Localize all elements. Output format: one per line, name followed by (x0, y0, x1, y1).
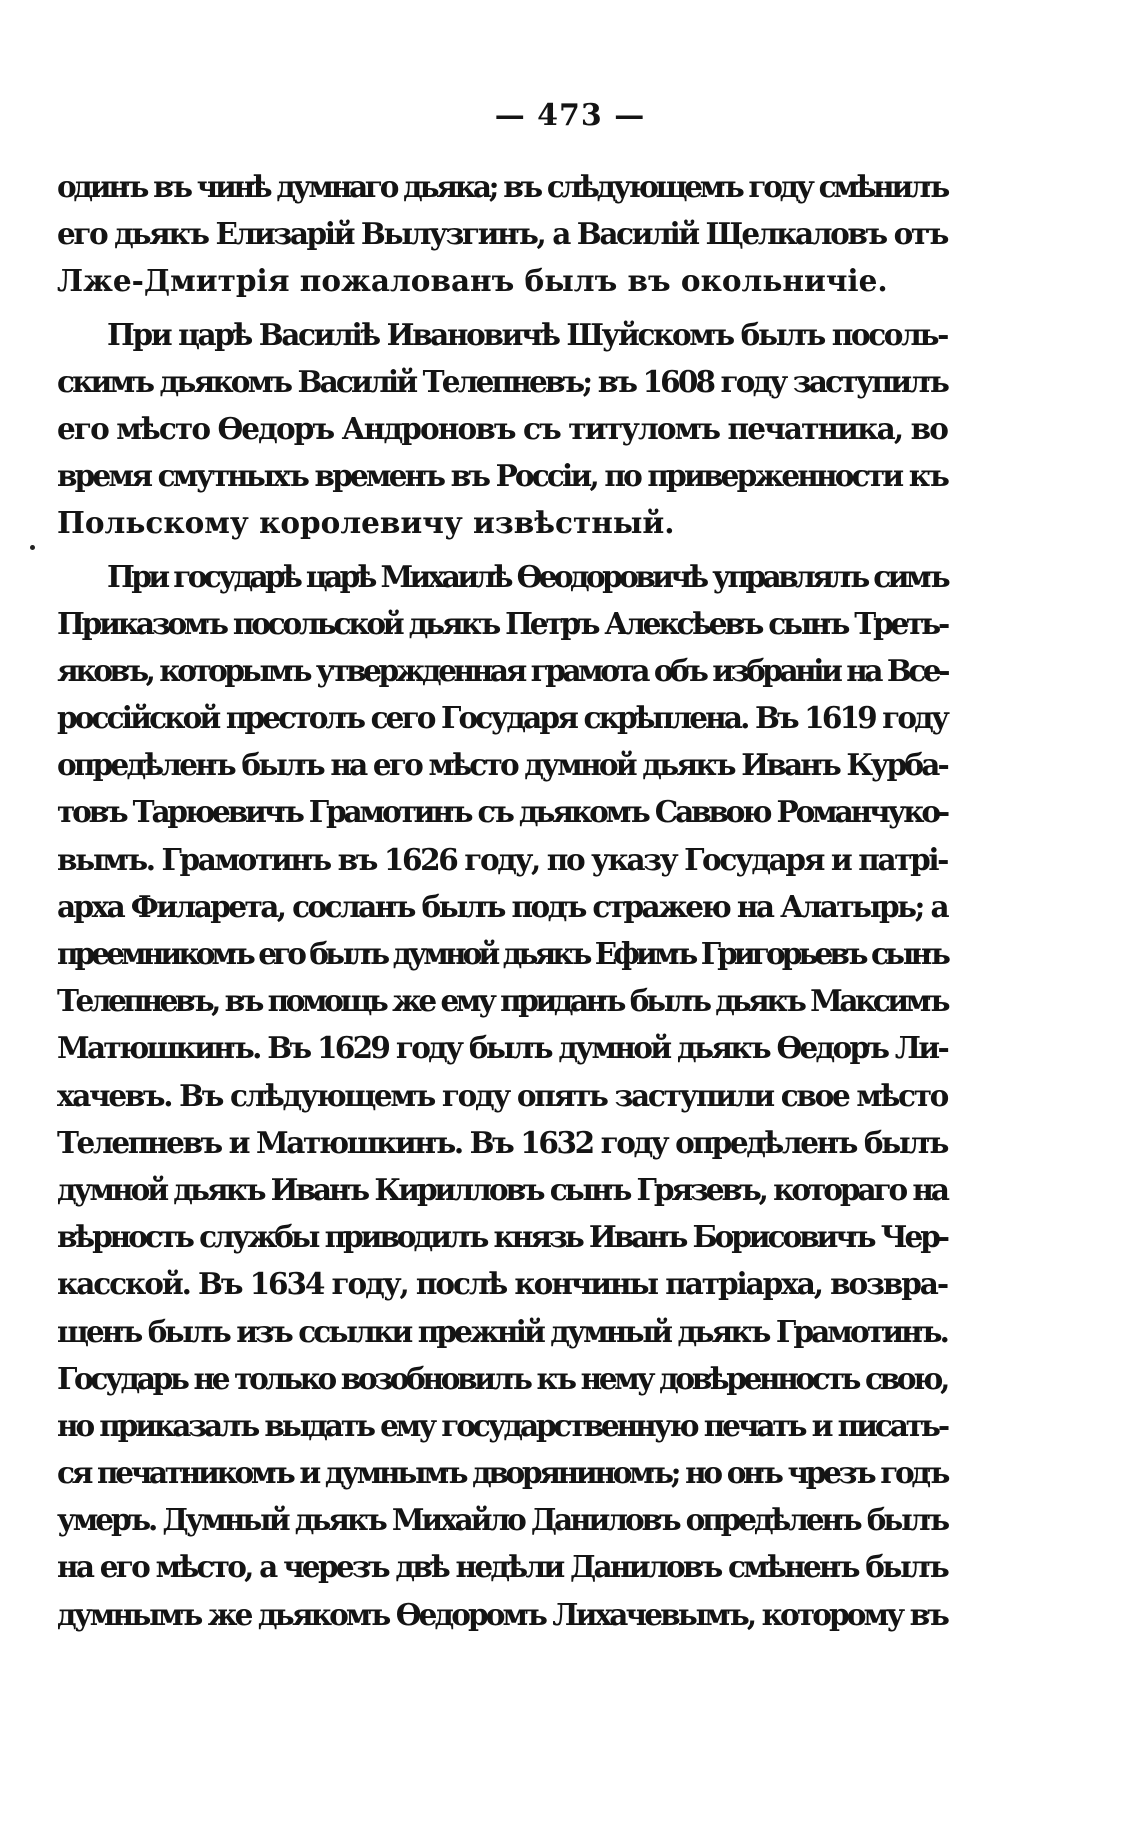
text-line: хачевъ. Въ слѣдующемъ году опять заступили свое мѣсто (57, 1077, 947, 1113)
paragraph (57, 311, 947, 547)
paragraph (57, 163, 947, 305)
text-line: его дьякъ Елизарій Вылузгинъ, а Василій Щелкаловъ отъ (57, 216, 947, 252)
text-line: Телепневъ и Матюшкинъ. Въ 1632 году опредѣленъ былъ (57, 1124, 947, 1160)
text-line: одинъ въ чинѣ думнаго дьяка; въ слѣдующемъ году смѣнилъ (57, 169, 947, 204)
paragraph (57, 553, 947, 1638)
text-line: на его мѣсто, а черезъ двѣ недѣли Даниловъ смѣненъ былъ (57, 1549, 947, 1585)
text-line: умеръ. Думный дьякъ Михайло Даниловъ опредѣленъ былъ (57, 1502, 947, 1538)
text-line: При царѣ Василіѣ Ивановичѣ Шуйскомъ былъ посоль- (107, 316, 947, 352)
text-line: Приказомъ посольской дьякъ Петръ Алексѣевъ сынъ Треть- (57, 605, 947, 641)
text-line: скимъ дьякомъ Василій Телепневъ; въ 1608 году заступилъ (57, 363, 947, 399)
text-line: Польскому королевичу извѣстный. (57, 505, 675, 541)
text-line: касской. Въ 1634 году, послѣ кончины патріарха, возвра- (57, 1266, 947, 1302)
text-line: арха Филарета, сосланъ былъ подъ стражею на Алатырь; а (57, 888, 947, 924)
text-line: яковъ, которымъ утвержденная грамота объ избраніи на Все- (57, 652, 947, 688)
text-line: товъ Тарюевичъ Грамотинъ съ дьякомъ Саввою Романчуко- (57, 794, 947, 830)
text-line: При государѣ царѣ Михаилѣ Ѳеодоровичѣ управлялъ симъ (107, 558, 947, 594)
text-line: вымъ. Грамотинъ въ 1626 году, по указу Государя и патрі- (57, 841, 947, 877)
text-line: опредѣленъ былъ на его мѣсто думной дьякъ Иванъ Курба- (57, 747, 947, 783)
text-line: Лже-Дмитрія пожалованъ былъ въ окольничіе. (57, 263, 888, 299)
text-line: щенъ былъ изъ ссылки прежній думный дьякъ Грамотинъ. (57, 1313, 947, 1349)
text-line: Телепневъ, въ помощь же ему приданъ былъ дьякъ Максимъ (57, 983, 947, 1019)
text-line: вѣрность службы приводилъ князь Иванъ Борисовичъ Чер- (57, 1219, 947, 1255)
ink-speck (30, 545, 35, 550)
text-line: его мѣсто Ѳедоръ Андроновъ съ титуломъ печатника, во (57, 410, 947, 446)
page-number: — 473 — (494, 98, 646, 133)
body-text (57, 163, 947, 1638)
text-line: но приказалъ выдать ему государственную печать и писать- (57, 1407, 947, 1443)
text-line: преемникомъ его былъ думной дьякъ Ефимъ Григорьевъ сынъ (57, 936, 947, 971)
text-line: Матюшкинъ. Въ 1629 году былъ думной дьякъ Ѳедоръ Ли- (57, 1030, 947, 1066)
text-line: думнымъ же дьякомъ Ѳедоромъ Лихачевымъ, которому въ (57, 1596, 947, 1632)
text-line: ся печатникомъ и думнымъ дворяниномъ; но онъ чрезъ годъ (57, 1455, 947, 1491)
text-line: время смутныхъ временъ въ Россіи, по приверженности къ (57, 458, 947, 494)
text-line: Государь не только возобновилъ къ нему довѣренность свою, (57, 1360, 947, 1396)
text-line: думной дьякъ Иванъ Кирилловъ сынъ Грязевъ, котораго на (57, 1171, 948, 1207)
text-line: россійской престолъ сего Государя скрѣплена. Въ 1619 году (57, 700, 947, 736)
